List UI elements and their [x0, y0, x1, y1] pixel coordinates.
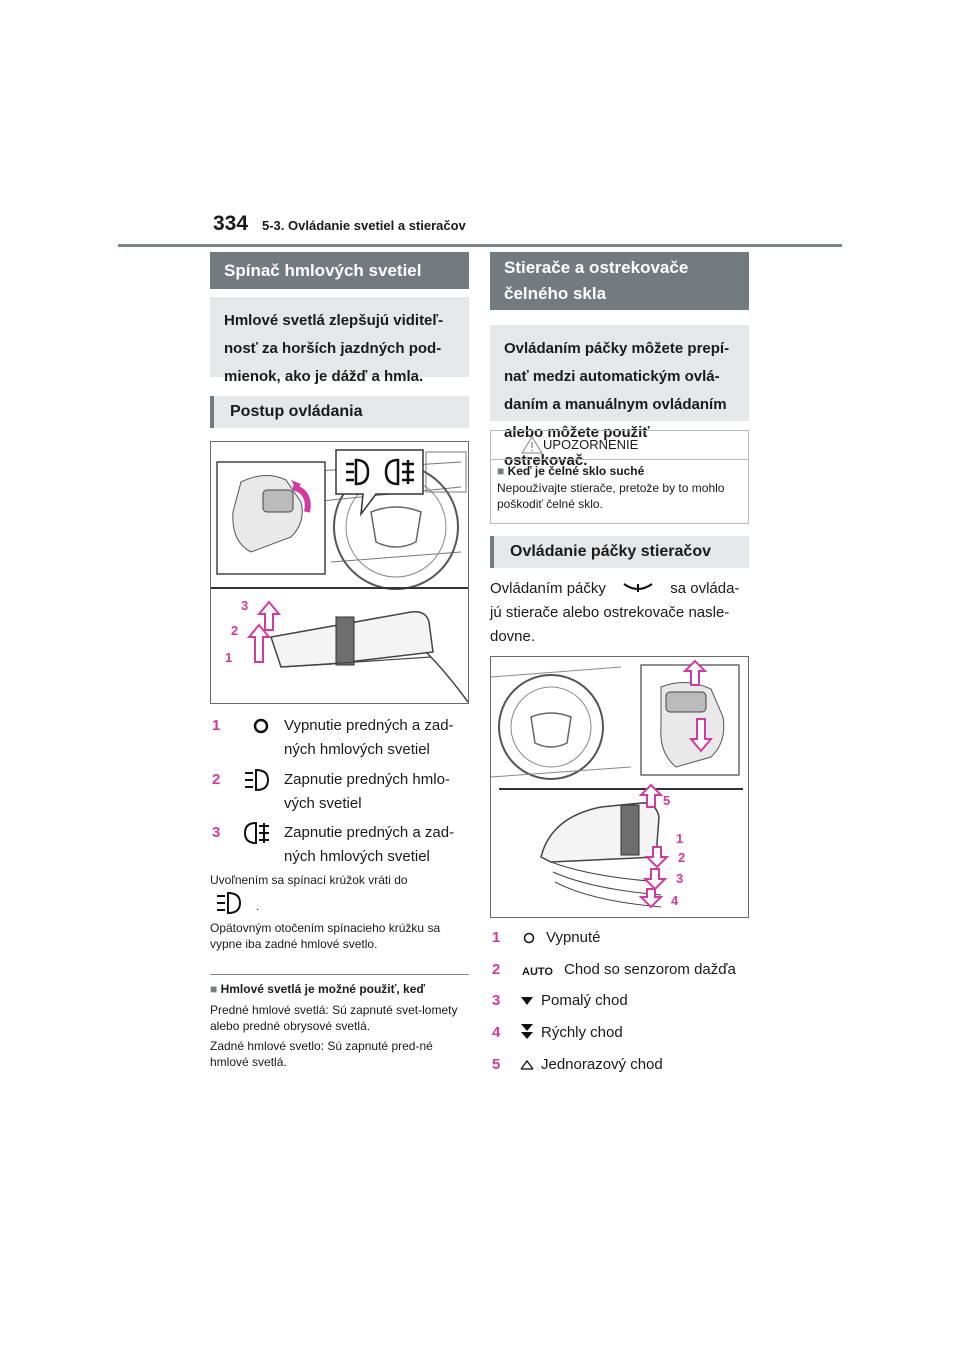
item-text: Zapnutie predných a zad-ných hmlových svetiel [284, 824, 455, 865]
lever-text-b: sa ovláda- [670, 580, 740, 597]
list-item [212, 768, 470, 818]
fog-switch-heading: Spínač hmlových svetiel [210, 252, 469, 289]
list-item [492, 1053, 752, 1079]
mist-wiper-icon [520, 1059, 534, 1071]
usable-front: Predné hmlové svetlá: Sú zapnuté svet-lomety alebo predné obrysové svetlá. [210, 1003, 458, 1033]
callout-5: 5 [663, 793, 671, 808]
item-number: 5 [492, 1056, 501, 1073]
lever-paragraph [490, 577, 752, 601]
callout-2: 2 [678, 850, 686, 865]
list-item [212, 821, 470, 871]
callout-1: 1 [225, 650, 233, 665]
divider [210, 974, 469, 975]
callout-3: 3 [676, 871, 684, 886]
wiper-lever-heading: Ovládanie páčky stieračov [490, 536, 749, 568]
fast-wiper-icon [520, 1023, 534, 1041]
item-number: 2 [212, 771, 221, 788]
square-bullet-icon: ■ [210, 982, 218, 996]
item-text: Pomalý chod [541, 992, 628, 1009]
item-number: 1 [212, 717, 221, 734]
section-title: 5-3. Ovládanie svetiel a stieračov [262, 218, 466, 233]
square-bullet-icon: ■ [497, 464, 505, 478]
item-number: 2 [492, 961, 501, 978]
item-text: Vypnutie predných a zad-ných hmlových svetiel [284, 717, 454, 758]
callout-3: 3 [241, 598, 249, 613]
header-rule [118, 244, 842, 247]
off-icon [252, 717, 270, 735]
lever-text-a: Ovládaním páčky [490, 580, 606, 597]
item-number: 1 [492, 929, 501, 946]
wiper-intro: Ovládaním páčky môžete prepí-nať medzi automatickým ovlá-daním a manuálnym ovládaním alebo môžete použiť ostrekovač. [490, 325, 749, 421]
list-item [492, 958, 752, 984]
repeat-note: Opätovným otočením spínacieho krúžku sa vypne iba zadné hmlové svetlo. [210, 921, 441, 951]
fog-intro: Hmlové svetlá zlepšujú viditeľ-nosť za horších jazdných pod-mienok, ako je dážď a hmla. [210, 297, 469, 377]
item-number: 4 [492, 1024, 501, 1041]
wiper-lever-figure [490, 656, 749, 918]
item-text: Rýchly chod [541, 1024, 623, 1041]
caution-box [490, 430, 749, 524]
wiper-heading: Stierače a ostrekovače čelného skla [490, 252, 749, 310]
list-item [212, 714, 470, 764]
lever-text-c: jú stierače alebo ostrekovače nasle-dovne. [490, 604, 730, 645]
wiper-lever-illustration [491, 657, 748, 917]
wiper-icon [620, 580, 656, 598]
caution-text: Nepoužívajte stierače, pretože by to mohlo poškodiť čelné sklo. [497, 481, 725, 511]
item-text: Vypnuté [546, 929, 601, 946]
release-note-end: . [256, 899, 260, 913]
callout-1: 1 [676, 831, 684, 846]
release-note: Uvoľnením sa spínací krúžok vráti do [210, 873, 408, 887]
list-item [492, 926, 752, 952]
item-text: Chod so senzorom dažďa [564, 961, 736, 978]
usable-title [210, 982, 472, 996]
procedure-heading: Postup ovládania [210, 396, 469, 428]
usable-title-text: Hmlové svetlá je možné použiť, keď [220, 982, 426, 996]
callout-2: 2 [231, 623, 239, 638]
caution-title [491, 460, 748, 478]
item-number: 3 [212, 824, 221, 841]
item-text: Zapnutie predných hmlo-vých svetiel [284, 771, 450, 812]
auto-icon: AUTO [522, 966, 553, 978]
fog-switch-illustration [211, 442, 468, 703]
caution-title-text: Keď je čelné sklo suché [507, 464, 645, 478]
item-number: 3 [492, 992, 501, 1009]
slow-wiper-icon [520, 995, 534, 1007]
caution-header [491, 431, 748, 460]
off-icon [522, 931, 536, 945]
front-fog-light-icon [214, 891, 244, 915]
item-text: Jednorazový chod [541, 1056, 663, 1073]
rear-fog-light-icon [242, 821, 272, 845]
list-item [492, 989, 752, 1015]
front-fog-light-icon [242, 768, 272, 792]
caution-label: UPOZORNENIE [543, 437, 639, 452]
fog-switch-figure [210, 441, 469, 704]
list-item [492, 1021, 752, 1047]
page-number: 334 [213, 212, 249, 235]
warning-icon [521, 435, 543, 455]
callout-4: 4 [671, 893, 679, 908]
usable-rear: Zadné hmlové svetlo: Sú zapnuté pred-né hmlové svetlá. [210, 1039, 433, 1069]
